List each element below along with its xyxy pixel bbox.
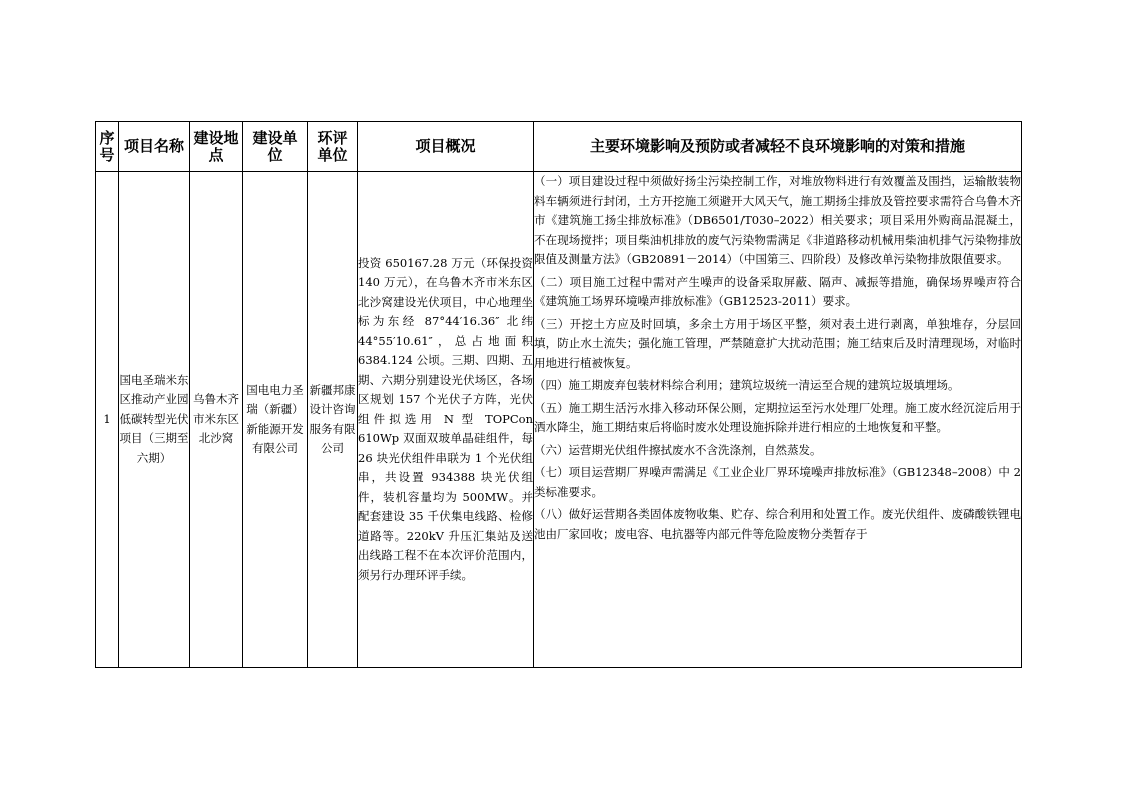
measure-item: （八）做好运营期各类固体废物收集、贮存、综合利用和处置工作。废光伏组件、废磷酸铁锂电池由厂家回收；废电容、电抗器等内部元件等危险废物分类暂存于 — [534, 507, 1021, 541]
project-table — [95, 121, 1022, 668]
cell-location: 乌鲁木齐市米东区北沙窝 — [190, 172, 243, 668]
measure-item: （一）项目建设过程中须做好扬尘污染控制工作，对堆放物料进行有效覆盖及围挡，运输散装物料车辆须进行封闭，土方开挖施工须避开大风天气，施工期扬尘排放及管控要求需符合乌鲁木齐市《建筑施工扬尘排放标准》（DB6501/T030–2022）相关要求；项目采用外购商品混凝土，不在现场搅拌；项目柴油机排放的废气污染物需满足《非道路移动机械用柴油机排气污染物排放限值及测量方法》（GB20891－2014）（中国第三、四阶段）及修改单污染物排放限值要求。 — [534, 174, 1021, 266]
measure-item: （五）施工期生活污水排入移动环保公厕，定期拉运至污水处理厂处理。施工废水经沉淀后用于洒水降尘，施工期结束后将临时废水处理设施拆除并进行相应的土地恢复和平整。 — [534, 400, 1021, 434]
header-builder: 建设单 位 — [243, 122, 308, 172]
measures-list — [534, 172, 1021, 666]
cell-builder: 国电电力圣瑞（新疆）新能源开发有限公司 — [243, 172, 308, 668]
cell-assessor: 新疆邦康设计咨询服务有限公司 — [308, 172, 358, 668]
header-name: 项目名称 — [119, 122, 190, 172]
header-measures: 主要环境影响及预防或者减轻不良环境影响的对策和措施 — [534, 122, 1022, 172]
measure-item: （七）项目运营期厂界噪声需满足《工业企业厂界环境噪声排放标准》（GB12348–2008）中 2 类标准要求。 — [534, 465, 1021, 499]
header-seq: 序 号 — [96, 122, 119, 172]
cell-measures — [534, 172, 1022, 668]
cell-project-name: 国电圣瑞米东区推动产业园低碳转型光伏项目（三期至六期） — [119, 172, 190, 668]
cell-seq: 1 — [96, 172, 119, 668]
header-assessor: 环评 单位 — [308, 122, 358, 172]
table-row — [96, 172, 1022, 668]
header-location: 建设地 点 — [190, 122, 243, 172]
measure-item: （三）开挖土方应及时回填，多余土方用于场区平整，须对表土进行剥离，单独堆存，分层回填，防止水土流失；强化施工管理，严禁随意扩大扰动范围；施工结束后及时清理现场，对临时用地进行植被恢复。 — [534, 316, 1021, 370]
measure-item: （四）施工期废弃包装材料综合利用；建筑垃圾统一清运至合规的建筑垃圾填埋场。 — [534, 378, 960, 392]
header-summary: 项目概况 — [358, 122, 534, 172]
cell-project-summary: 投资 650167.28 万元（环保投资 140 万元），在乌鲁木齐市米东区北沙窝建设光伏项目，中心地理坐标为东经 87°44′16.36″ 北纬 44°55′10.61″，总占地面积 6384.124 公顷。三期、四期、五期、六期分别建设光伏场区，各场区规划 157 个光伏子方阵，光伏组件拟选用 N 型 TOPCon 610Wp 双面双玻单晶硅组件，每 26 块光伏组件串联为 1 个光伏组串，共设置 934388 块光伏组件，装机容量均为 500MW。并配套建设 35 千伏集电线路、检修道路等。220kV 升压汇集站及送出线路工程不在本次评价范围内，须另行办理环评手续。 — [358, 172, 534, 668]
measure-item: （二）项目施工过程中需对产生噪声的设备采取屏蔽、隔声、减振等措施，确保场界噪声符合《建筑施工场界环境噪声排放标准》（GB12523-2011）要求。 — [534, 274, 1021, 308]
measure-item: （六）运营期光伏组件擦拭废水不含洗涤剂，自然蒸发。 — [534, 442, 822, 457]
